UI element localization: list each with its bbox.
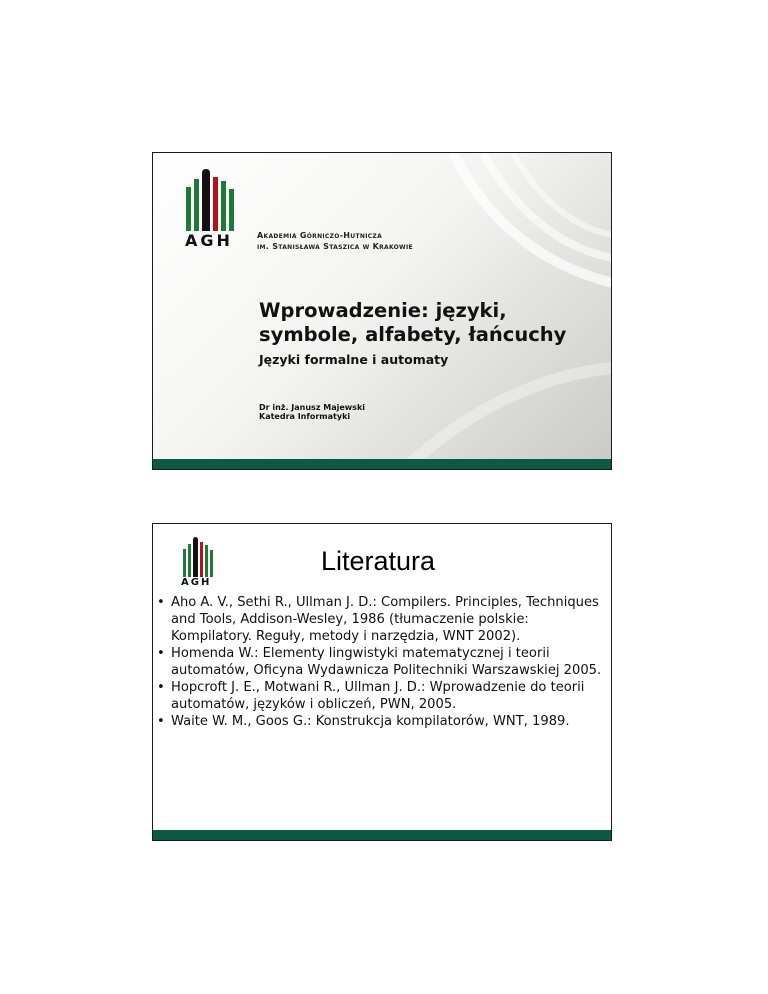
list-item: [157, 679, 607, 713]
agh-logo-small: [181, 537, 215, 588]
slide-title: Literatura: [321, 546, 436, 576]
slide-title-line-2: symbole, alfabety, łańcuchy: [259, 323, 567, 346]
reference-text: Hopcroft J. E., Motwani R., Ullman J. D.: Wprowadzenie do teorii automatów, języków i obliczeń, PWN, 2005.: [171, 680, 585, 712]
author-name: Dr inż. Janusz Majewski: [259, 403, 365, 412]
department-name: Katedra Informatyki: [259, 412, 351, 421]
bullet: •: [157, 646, 165, 661]
bottom-accent-bar: [153, 830, 611, 840]
slide-subtitle: Języki formalne i automaty: [259, 352, 449, 367]
bullet: •: [157, 714, 165, 729]
university-name: Akademia Górniczo-Hutnicza: [257, 231, 383, 240]
list-item: [157, 645, 607, 679]
reference-text: Homenda W.: Elementy lingwistyki matematycznej i teorii automatów, Oficyna Wydawnicza Politechniki Warszawskiej 2005.: [171, 646, 602, 678]
logo-text-small: AGH: [181, 577, 212, 588]
literature-slide: [152, 523, 612, 841]
agh-logo-small-icon: [181, 537, 215, 577]
slide-title-line-1: Wprowadzenie: języki,: [259, 299, 507, 322]
bullet: •: [157, 680, 165, 695]
university-subname: im. Stanisława Staszica w Krakowie: [257, 242, 413, 251]
agh-logo: [183, 169, 237, 250]
title-slide: [152, 152, 612, 470]
reference-list: [157, 594, 607, 730]
bottom-accent-bar: [153, 459, 611, 469]
agh-logo-icon: [183, 169, 237, 231]
list-item: [157, 594, 607, 645]
slide-title: [259, 299, 599, 347]
logo-text: AGH: [185, 231, 233, 250]
reference-text: Waite W. M., Goos G.: Konstrukcja kompilatorów, WNT, 1989.: [171, 714, 570, 729]
list-item: [157, 713, 607, 730]
bullet: •: [157, 595, 165, 610]
reference-text: Aho A. V., Sethi R., Ullman J. D.: Compilers. Principles, Techniques and Tools, Addison-Wesley, 1986 (tłumaczenie polskie: Kompilatory. Reguły, metody i narzędzia, WNT 2002).: [171, 595, 599, 644]
